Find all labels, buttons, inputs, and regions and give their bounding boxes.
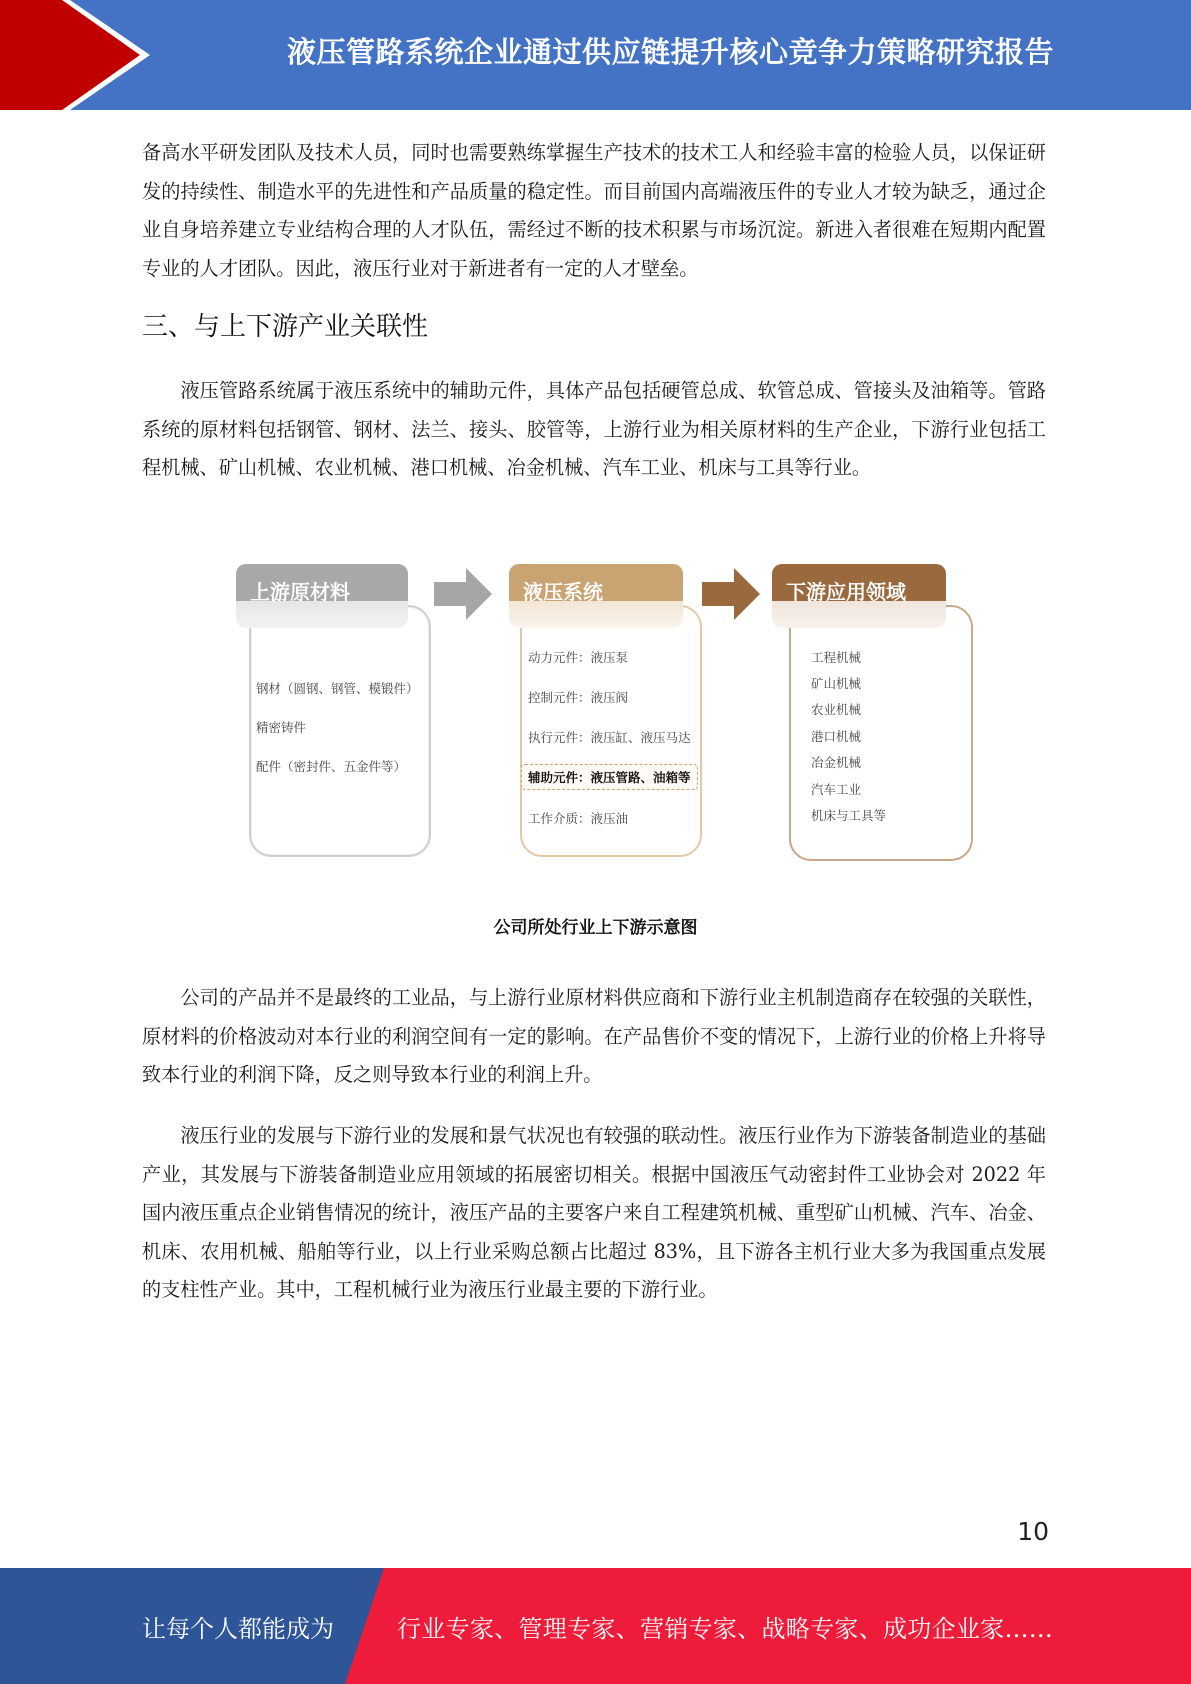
footer-slogan-left: 让每个人都能成为 bbox=[142, 1614, 334, 1643]
hydraulic-item: 工作介质：液压油 bbox=[528, 811, 629, 826]
paragraph-text: 液压行业的发展与下游行业的发展和景气状况也有较强的联动性。液压行业作为下游装备制造业的基础产业，其发展与下游装备制造业应用领域的拓展密切相关。根据中国液压气动密封件工业协会对 2022 年国内液压重点企业销售情况的统计，液压产品的主要客户来自工程建筑机械、重型矿山机械、汽车、冶金、机床、农用机械、船舶等行业，以上行业采购总额占比超过 83%，且下游各主机行业大多为我国重点发展的支柱性产业。其中，工程机械行业为液压行业最主要的下游行业。 bbox=[142, 1124, 1046, 1301]
paragraph-downstream-relation bbox=[142, 1117, 1046, 1310]
downstream-card-header bbox=[772, 564, 946, 628]
downstream-item: 工程机械 bbox=[811, 650, 862, 665]
section-heading: 三、与上下游产业关联性 bbox=[142, 312, 429, 342]
footer-slogan-right: 行业专家、管理专家、营销专家、战略专家、成功企业家…… bbox=[397, 1614, 1054, 1643]
upstream-card-header bbox=[236, 564, 408, 628]
arrow-right-icon bbox=[434, 568, 492, 620]
downstream-item: 矿山机械 bbox=[811, 676, 862, 691]
hydraulic-card-header bbox=[509, 564, 683, 628]
downstream-item: 冶金机械 bbox=[811, 755, 862, 770]
upstream-item: 配件（密封件、五金件等） bbox=[256, 759, 407, 774]
upstream-item: 钢材（圆钢、钢管、模锻件） bbox=[256, 681, 419, 696]
downstream-item: 机床与工具等 bbox=[811, 808, 887, 823]
downstream-item: 港口机械 bbox=[811, 729, 862, 744]
page-header bbox=[0, 0, 1191, 110]
hydraulic-item: 控制元件：液压阀 bbox=[528, 690, 629, 705]
hydraulic-item-highlighted: 辅助元件：液压管路、油箱等 bbox=[521, 764, 698, 790]
upstream-item: 精密铸件 bbox=[256, 720, 307, 735]
page-footer bbox=[0, 1568, 1191, 1684]
downstream-item: 农业机械 bbox=[811, 702, 862, 717]
header-chevron-icon bbox=[0, 0, 150, 110]
hydraulic-item: 执行元件：液压缸、液压马达 bbox=[528, 730, 691, 745]
paragraph-upstream-relation bbox=[142, 979, 1046, 1095]
paragraph-text: 液压管路系统属于液压系统中的辅助元件，具体产品包括硬管总成、软管总成、管接头及油箱等。管路系统的原材料包括钢管、钢材、法兰、接头、胶管等，上游行业为相关原材料的生产企业，下游行业包括工程机械、矿山机械、农业机械、港口机械、冶金机械、汽车工业、机床与工具等行业。 bbox=[142, 379, 1046, 479]
paragraph-pipeline-system bbox=[142, 372, 1046, 488]
paragraph-text: 公司的产品并不是最终的工业品，与上游行业原材料供应商和下游行业主机制造商存在较强的关联性，原材料的价格波动对本行业的利润空间有一定的影响。在产品售价不变的情况下，上游行业的价格上升将导致本行业的利润下降，反之则导致本行业的利润上升。 bbox=[142, 986, 1046, 1086]
page-number: 10 bbox=[1017, 1517, 1049, 1546]
hydraulic-title: 液压系统 bbox=[523, 580, 603, 604]
upstream-title: 上游原材料 bbox=[250, 580, 350, 604]
paragraph-text: 备高水平研发团队及技术人员，同时也需要熟练掌握生产技术的技术工人和经验丰富的检验人员，以保证研发的持续性、制造水平的先进性和产品质量的稳定性。而目前国内高端液压件的专业人才较为缺乏，通过企业自身培养建立专业结构合理的人才队伍，需经过不断的技术积累与市场沉淀。新进入者很难在短期内配置专业的人才团队。因此，液压行业对于新进者有一定的人才壁垒。 bbox=[142, 141, 1046, 280]
diagram-caption: 公司所处行业上下游示意图 bbox=[493, 918, 698, 938]
arrow-right-icon bbox=[702, 568, 760, 620]
paragraph-talent-barrier bbox=[142, 134, 1046, 288]
downstream-item: 汽车工业 bbox=[811, 782, 862, 797]
downstream-title: 下游应用领域 bbox=[786, 580, 906, 604]
hydraulic-item: 动力元件：液压泵 bbox=[528, 650, 629, 665]
industry-chain-diagram bbox=[230, 560, 980, 870]
report-title: 液压管路系统企业通过供应链提升核心竞争力策略研究报告 bbox=[286, 34, 1054, 69]
